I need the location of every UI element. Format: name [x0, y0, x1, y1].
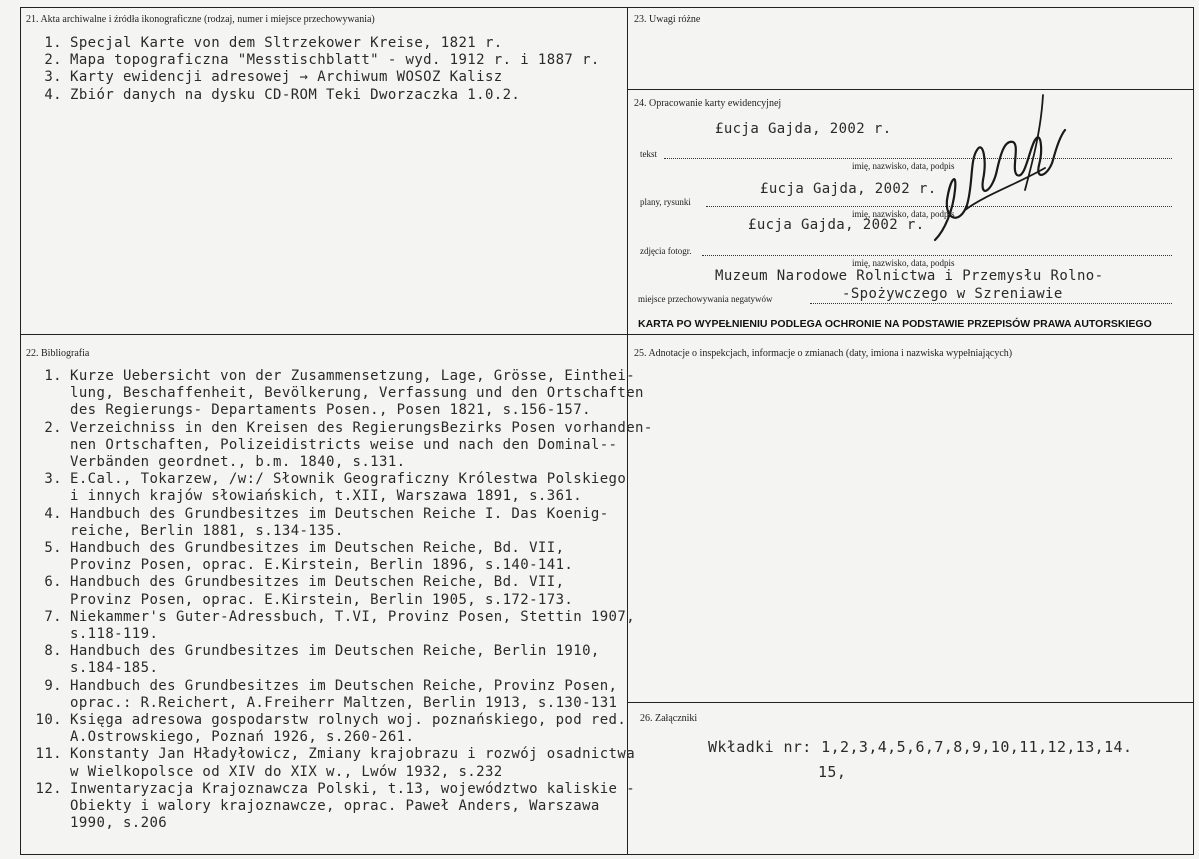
- bibliography-list: [26, 368, 653, 832]
- zdjecia-value: £ucja Gajda, 2002 r.: [748, 217, 925, 233]
- miejsce-dotline: [810, 303, 1172, 304]
- section-23-title: 23. Uwagi różne: [634, 14, 701, 25]
- bibliography-item: 4. Handbuch des Grundbesitzes im Deutschen Reiche I. Das Koenig- reiche, Berlin 1881, s.134-135.: [44, 505, 609, 539]
- section-24-title: 24. Opracowanie karty ewidencyjnej: [634, 98, 782, 109]
- plany-value: £ucja Gajda, 2002 r.: [760, 181, 937, 197]
- section-25-title: 25. Adnotacje o inspekcjach, informacje o zmianach (daty, imiona i nazwiska wypełniających): [634, 348, 1013, 359]
- tekst-label: tekst: [640, 149, 657, 159]
- bibliography-item: 7. Niekammer's Guter-Adressbuch, T.VI, Provinz Posen, Stettin 1907, s.118-119.: [44, 608, 636, 643]
- signature-image: [925, 90, 1075, 250]
- tekst-value: £ucja Gajda, 2002 r.: [715, 121, 892, 137]
- list-item: 4. Zbiór danych na dysku CD-ROM Teki Dworzaczka 1.0.2.: [44, 86, 521, 103]
- bibliography-item: 11. Konstanty Jan Hładyłowicz, Zmiany krajobrazu i rozwój osadnictwa w Wielkopolsce od XIV do XIX w., Lwów 1932, s.232: [35, 746, 636, 780]
- bibliography-item: 10. Księga adresowa gospodarstw rolnych woj. poznańskiego, pod red. A.Ostrowskiego, Poznań 1926, s.260-261.: [35, 712, 627, 746]
- right-divider-25: [627, 702, 1193, 703]
- bibliography-item: 8. Handbuch des Grundbesitzes im Deutschen Reiche, Berlin 1910, s.184-185.: [44, 643, 600, 677]
- miejsce-line1: Muzeum Narodowe Rolnictwa i Przemysłu Rolno-: [715, 268, 1104, 284]
- right-divider-23: [627, 89, 1193, 90]
- zdjecia-hint: imię, nazwisko, data, podpis: [852, 258, 955, 268]
- zdjecia-label: zdjęcia fotogr.: [640, 246, 692, 256]
- zdjecia-dotline: [702, 255, 1172, 256]
- bibliography-item: 3. E.Cal., Tokarzew, /w:/ Słownik Geograficzny Królestwa Polskiego i innych krajów słowiańskich, t.XII, Warszawa 1891, s.361.: [44, 471, 627, 505]
- list-item: 3. Karty ewidencji adresowej → Archiwum WOSOZ Kalisz: [44, 69, 503, 86]
- plany-hint: imię, nazwisko, data, podpis: [852, 209, 955, 219]
- list-item: 2. Mapa topograficzna "Messtischblatt" - wyd. 1912 r. i 1887 r.: [44, 52, 600, 69]
- bibliography-item: 6. Handbuch des Grundbesitzes im Deutschen Reiche, Bd. VII, Provinz Posen, oprac. E.Kirstein, Berlin 1905, s.172-173.: [44, 574, 574, 608]
- tekst-hint: imię, nazwisko, data, podpis: [852, 161, 955, 171]
- bibliography-item: 12. Inwentaryzacja Krajoznawcza Polski, t.13, województwo kaliskie - Obiekty i walory krajoznawcze, oprac. Paweł Anders, Warszawa 1990, s.206: [35, 780, 636, 832]
- right-divider-24: [627, 334, 1193, 335]
- miejsce-label: miejsce przechowywania negatywów: [638, 294, 773, 304]
- attachments-line2: 15,: [818, 763, 847, 781]
- list-item: 1. Specjal Karte von dem Sltrzekower Kreise, 1821 r.: [44, 35, 503, 51]
- section-26-title: 26. Załączniki: [640, 713, 698, 724]
- left-divider: [21, 334, 627, 335]
- tekst-dotline: [664, 158, 1172, 159]
- section-22-title: 22. Bibliografia: [26, 348, 90, 359]
- bibliography-item: 1. Kurze Uebersicht von der Zusammensetzung, Lage, Grösse, Einthei- lung, Beschaffenheit, Bevölkerung, Verfassung und den Ortschaften des Regierungs- Departaments Posen., Posen 1821, s.156-157.: [44, 368, 644, 419]
- archive-list: [26, 35, 600, 104]
- bibliography-item: 9. Handbuch des Grundbesitzes im Deutschen Reiche, Provinz Posen, oprac.: R.Reichert, A.Freiherr Maltzen, Berlin 1913, s.130-131: [44, 677, 618, 711]
- bibliography-item: 2. Verzeichniss in den Kreisen des RegierungsBezirks Posen vorhanden- nen Ortschaften, Polizeidistricts weise und nach den Dominal-- Verbänden geordnet., b.m. 1840, s.131.: [44, 419, 653, 471]
- miejsce-line2: -Spożywczego w Szreniawie: [842, 286, 1063, 302]
- plany-label: plany, rysunki: [640, 197, 691, 207]
- attachments-line1: Wkładki nr: 1,2,3,4,5,6,7,8,9,10,11,12,13,14.: [708, 738, 1133, 756]
- bibliography-item: 5. Handbuch des Grundbesitzes im Deutschen Reiche, Bd. VII, Provinz Posen, oprac. E.Kirstein, Berlin 1896, s.140-141.: [44, 540, 574, 574]
- copyright-notice: KARTA PO WYPEŁNIENIU PODLEGA OCHRONIE NA PODSTAWIE PRZEPISÓW PRAWA AUTORSKIEGO: [638, 318, 1152, 330]
- section-21-title: 21. Akta archiwalne i źródła ikonograficzne (rodzaj, numer i miejsce przechowywania): [26, 14, 375, 25]
